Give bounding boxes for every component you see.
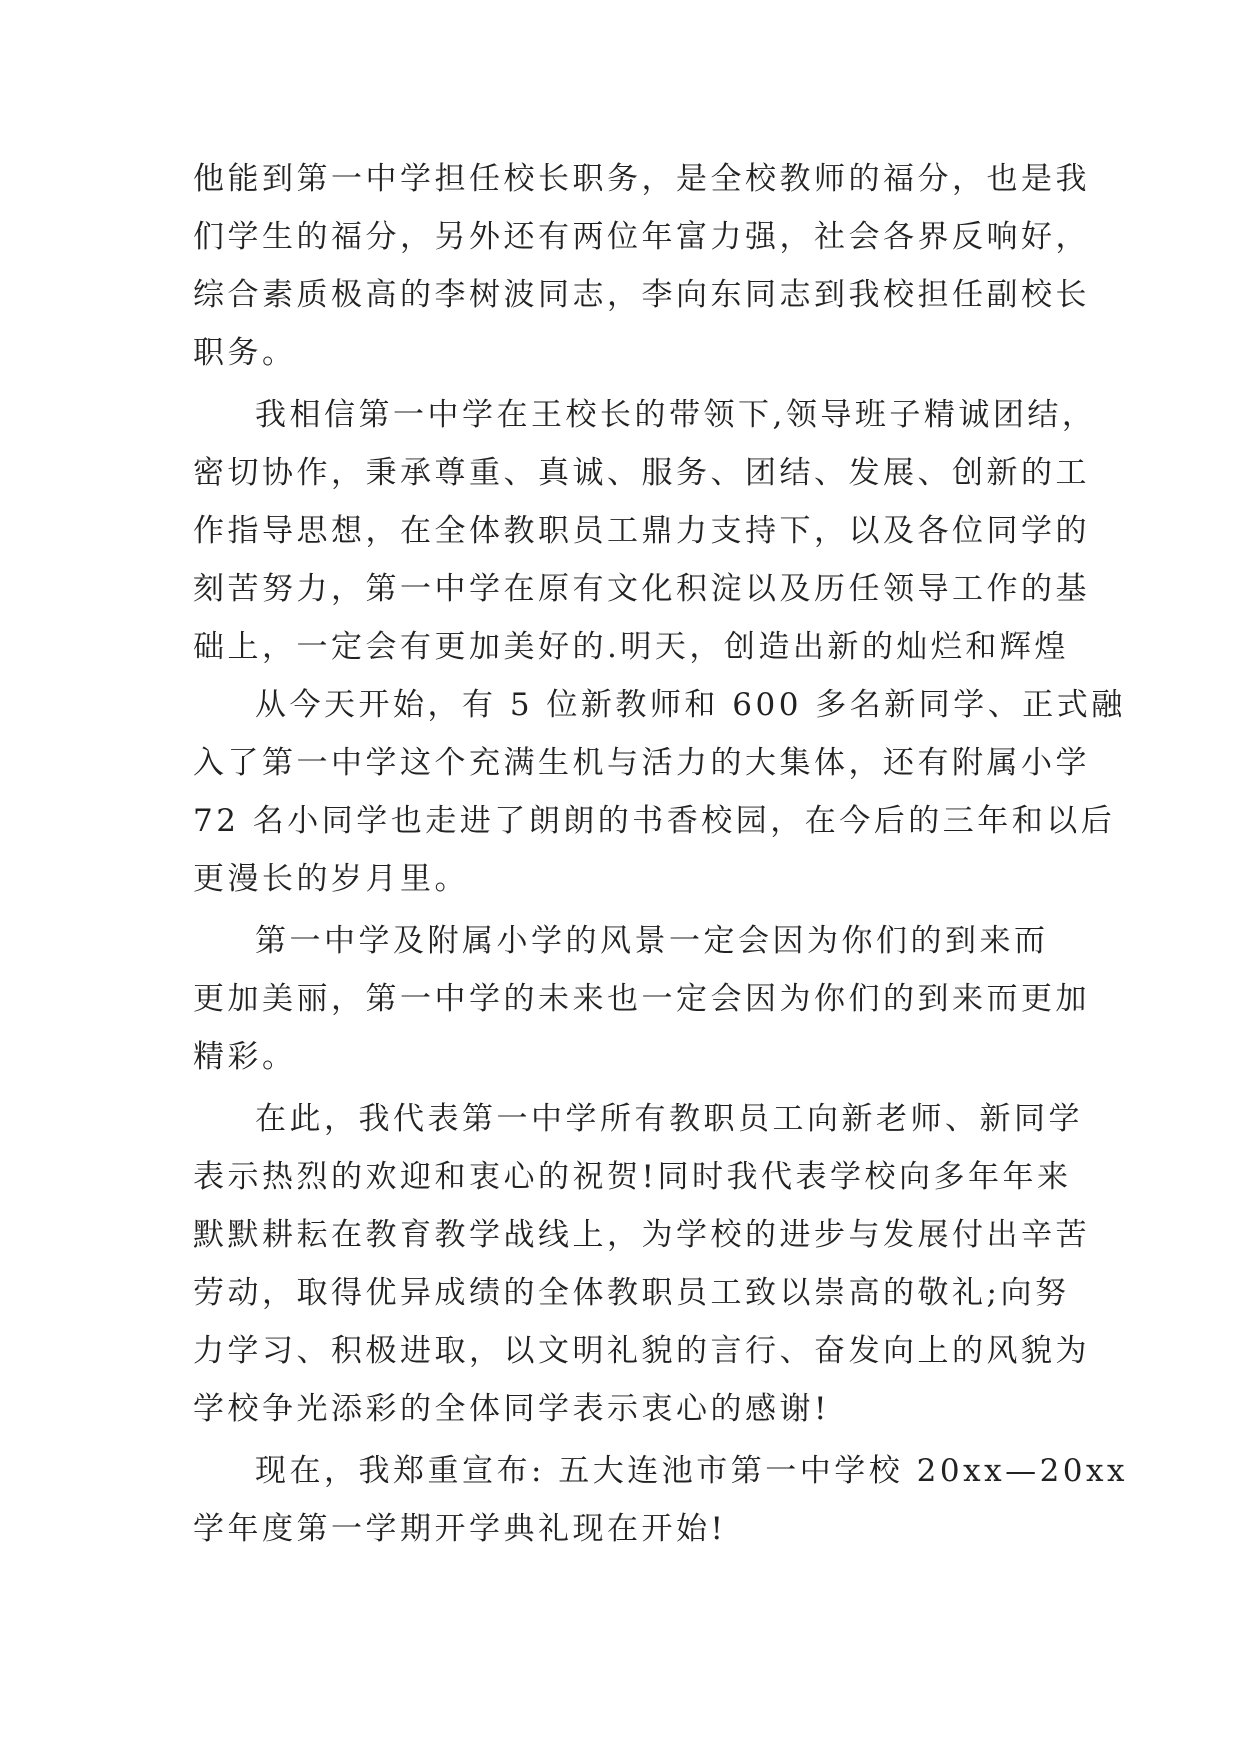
paragraph [193,1090,1090,1438]
document-body [193,150,1128,1558]
paragraph [193,150,1090,382]
text-line: 72 名小同学也走进了朗朗的书香校园，在今后的三年和以后 [193,803,1116,839]
text-line: 在此，我代表第一中学所有教职员工向新老师、新同学 [255,1101,1083,1137]
text-line: 第一中学及附属小学的风景一定会因为你们的到来而 [255,923,1049,959]
text-line: 表示热烈的欢迎和衷心的祝贺!同时我代表学校向多年年来 [193,1159,1072,1195]
paragraph [193,1442,1128,1558]
text-line: 学校争光添彩的全体同学表示衷心的感谢! [193,1391,830,1427]
text-line: 现在，我郑重宣布: 五大连池市第一中学校 20xx—20xx [255,1453,1128,1489]
text-line: 更加美丽，第一中学的未来也一定会因为你们的到来而更加 [193,981,1090,1017]
paragraph [193,386,1097,676]
text-line: 从今天开始，有 5 位新教师和 600 多名新同学、正式融 [255,687,1126,723]
text-line: 更漫长的岁月里。 [193,861,469,897]
text-line: 我相信第一中学在王校长的带领下,领导班子精诚团结， [255,397,1097,433]
text-line: 密切协作，秉承尊重、真诚、服务、团结、发展、创新的工 [193,455,1090,491]
paragraph [193,912,1090,1086]
text-line: 础上，一定会有更加美好的.明天，创造出新的灿烂和辉煌 [193,629,1069,665]
text-line: 默默耕耘在教育教学战线上，为学校的进步与发展付出辛苦 [193,1217,1090,1253]
paragraph [193,676,1126,908]
text-line: 职务。 [193,335,297,371]
text-line: 学年度第一学期开学典礼现在开始! [193,1511,727,1547]
text-line: 力学习、积极进取，以文明礼貌的言行、奋发向上的风貌为 [193,1333,1090,1369]
text-line: 他能到第一中学担任校长职务，是全校教师的福分，也是我 [193,161,1090,197]
text-line: 刻苦努力，第一中学在原有文化积淀以及历任领导工作的基 [193,571,1090,607]
text-line: 精彩。 [193,1039,297,1075]
text-line: 劳动，取得优异成绩的全体教职员工致以崇高的敬礼;向努 [193,1275,1070,1311]
text-line: 们学生的福分，另外还有两位年富力强，社会各界反响好， [193,219,1090,255]
text-line: 入了第一中学这个充满生机与活力的大集体，还有附属小学 [193,745,1090,781]
text-line: 作指导思想，在全体教职员工鼎力支持下，以及各位同学的 [193,513,1090,549]
text-line: 综合素质极高的李树波同志，李向东同志到我校担任副校长 [193,277,1090,313]
